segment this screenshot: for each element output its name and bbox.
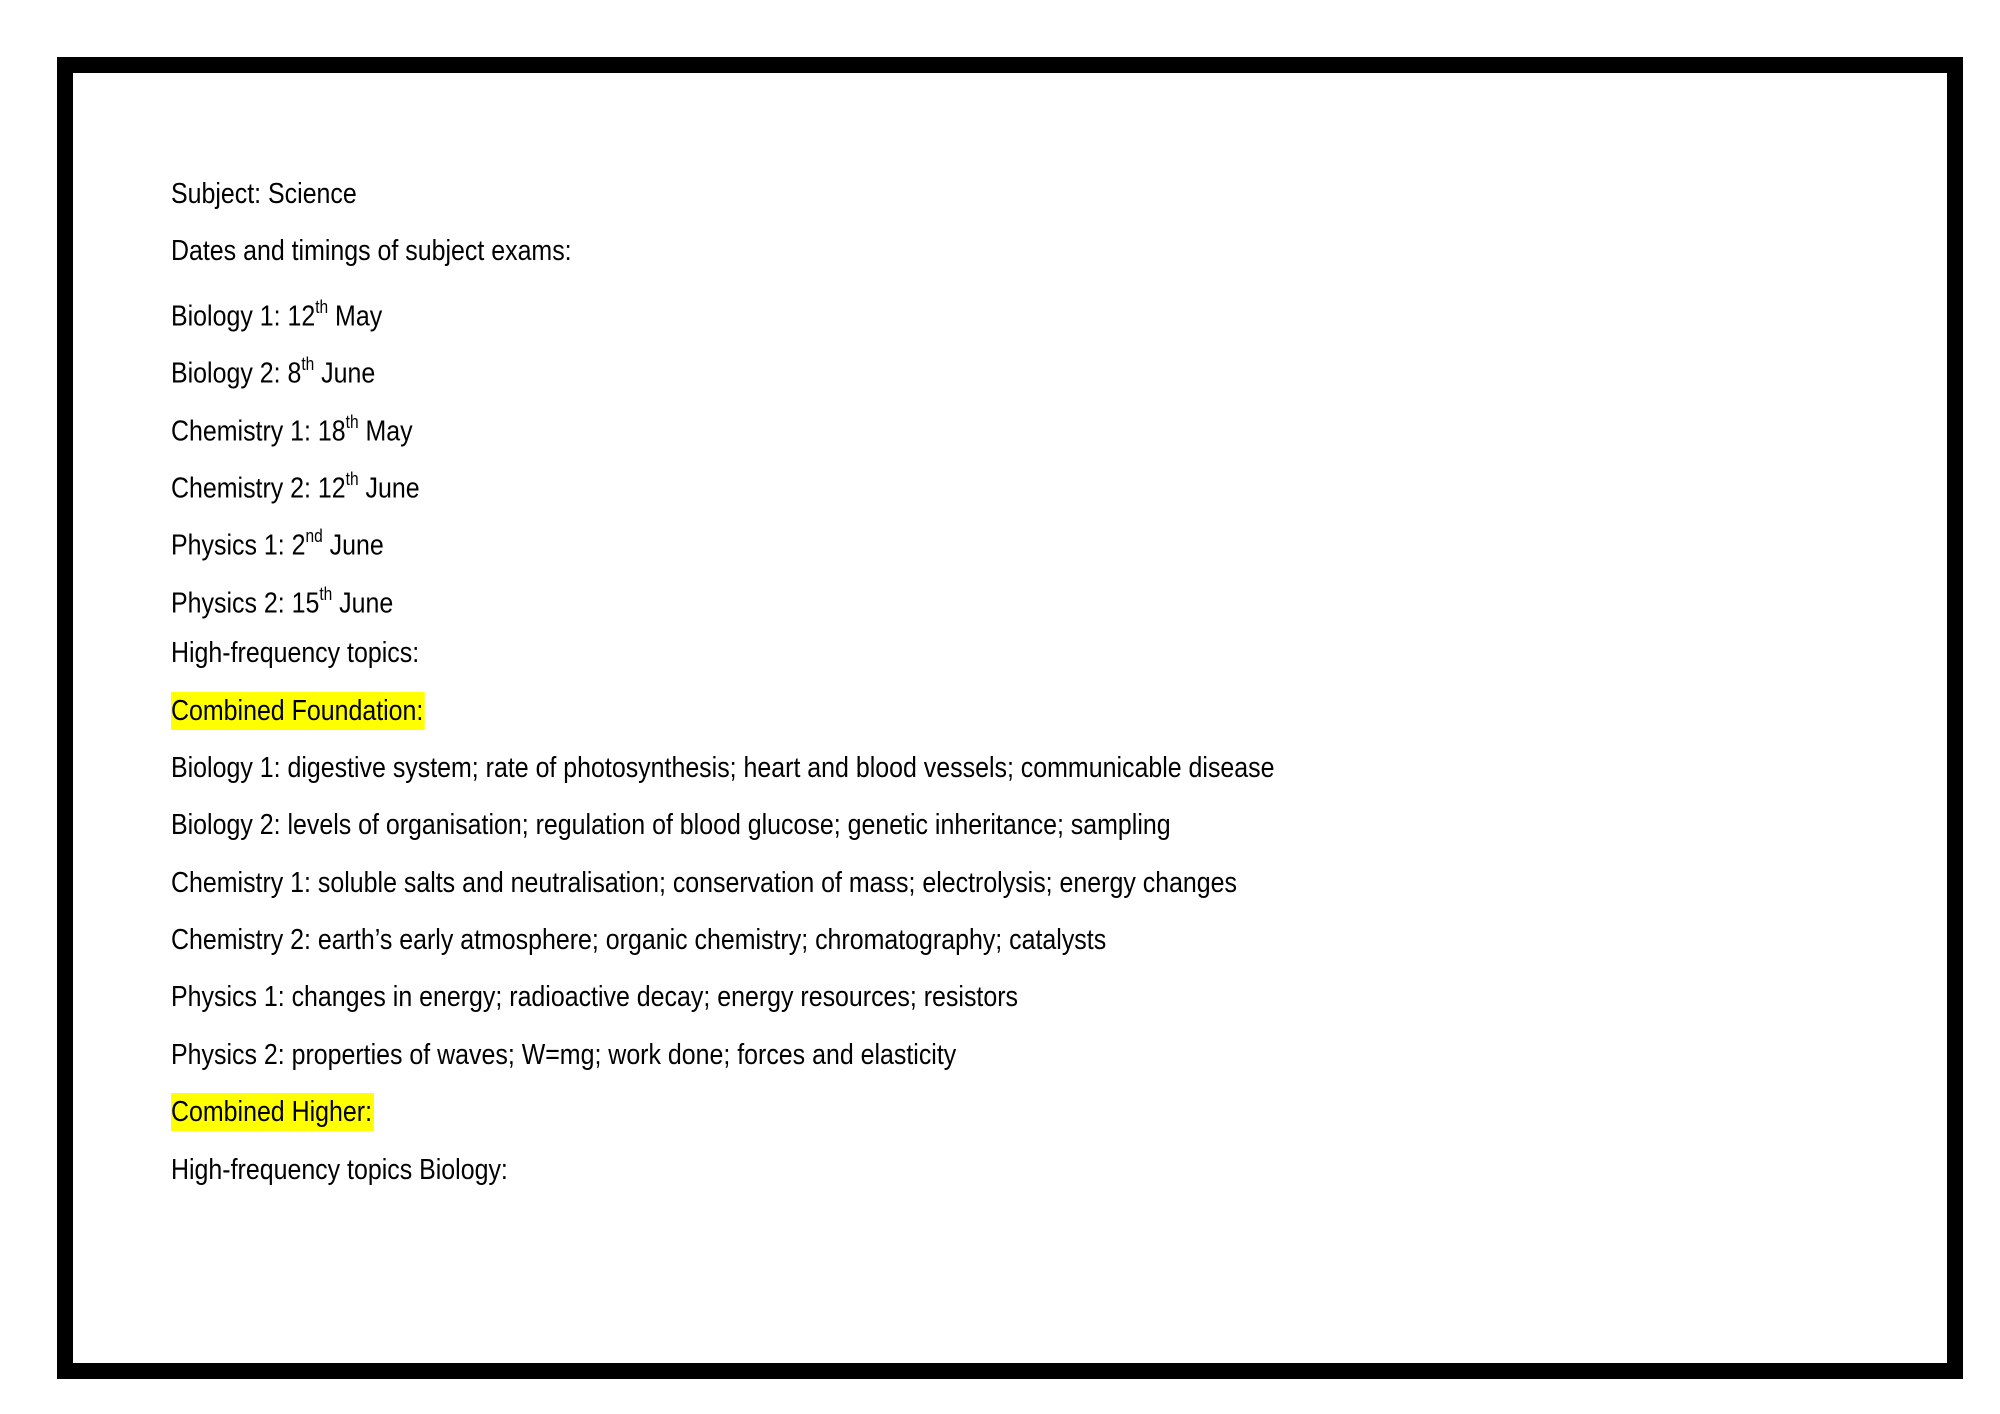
higher-heading: Combined Higher:	[171, 1093, 374, 1131]
exam-date-physics-1	[171, 510, 1275, 567]
exam-month: May	[328, 300, 383, 333]
exam-label: Biology 1:	[171, 300, 288, 333]
exam-label: Chemistry 1:	[171, 415, 318, 448]
exam-month: June	[314, 357, 376, 390]
exam-month: May	[358, 415, 413, 448]
exam-label: Biology 2:	[171, 357, 288, 390]
exam-day-suffix: th	[315, 296, 329, 317]
exam-day-suffix: th	[345, 411, 359, 432]
exam-month: June	[358, 472, 420, 505]
exam-day: 2	[291, 530, 306, 562]
exam-day-suffix: th	[319, 583, 333, 604]
exam-date-chemistry-2	[171, 453, 1275, 510]
foundation-topic-biology-1: Biology 1: digestive system; rate of photosynthesis; heart and blood vessels; communicable disease	[171, 751, 1275, 784]
exam-date-biology-2	[171, 338, 1275, 395]
exam-day: 12	[287, 300, 316, 333]
exam-day: 18	[317, 415, 346, 448]
exam-day-suffix: th	[301, 354, 315, 375]
exam-day: 12	[317, 472, 346, 505]
foundation-heading-line	[171, 683, 1275, 740]
exam-label: Chemistry 2:	[171, 472, 318, 505]
exam-day: 8	[287, 357, 302, 390]
exam-month: June	[332, 587, 394, 620]
higher-heading-line	[171, 1084, 1275, 1141]
foundation-topic-physics-1: Physics 1: changes in energy; radioactive decay; energy resources; resistors	[171, 981, 1018, 1014]
exam-day: 15	[291, 587, 320, 620]
foundation-topic-chemistry-2: Chemistry 2: earth’s early atmosphere; organic chemistry; chromatography; catalysts	[171, 924, 1107, 957]
foundation-topic-chemistry-1: Chemistry 1: soluble salts and neutralisation; conservation of mass; electrolysis; energy changes	[171, 866, 1238, 899]
exam-date-chemistry-1	[171, 396, 1275, 453]
foundation-heading: Combined Foundation:	[171, 692, 425, 730]
subject-line: Subject: Science	[171, 178, 357, 210]
foundation-topic-physics-2: Physics 2: properties of waves; W=mg; work done; forces and elasticity	[171, 1038, 957, 1071]
dates-heading: Dates and timings of subject exams:	[171, 235, 572, 268]
exam-label: Physics 2:	[171, 587, 292, 620]
topics-heading: High-frequency topics:	[171, 637, 420, 670]
exam-month: June	[322, 530, 384, 562]
exam-label: Physics 1:	[171, 530, 292, 562]
foundation-topic-biology-2: Biology 2: levels of organisation; regulation of blood glucose; genetic inheritance; sampling	[171, 809, 1171, 842]
exam-day-suffix: nd	[305, 526, 323, 547]
document-body	[171, 166, 1454, 1199]
exam-date-biology-1	[171, 281, 1275, 338]
exam-day-suffix: th	[345, 468, 359, 489]
exam-date-physics-2	[171, 568, 1275, 625]
higher-biology-heading: High-frequency topics Biology:	[171, 1153, 508, 1186]
